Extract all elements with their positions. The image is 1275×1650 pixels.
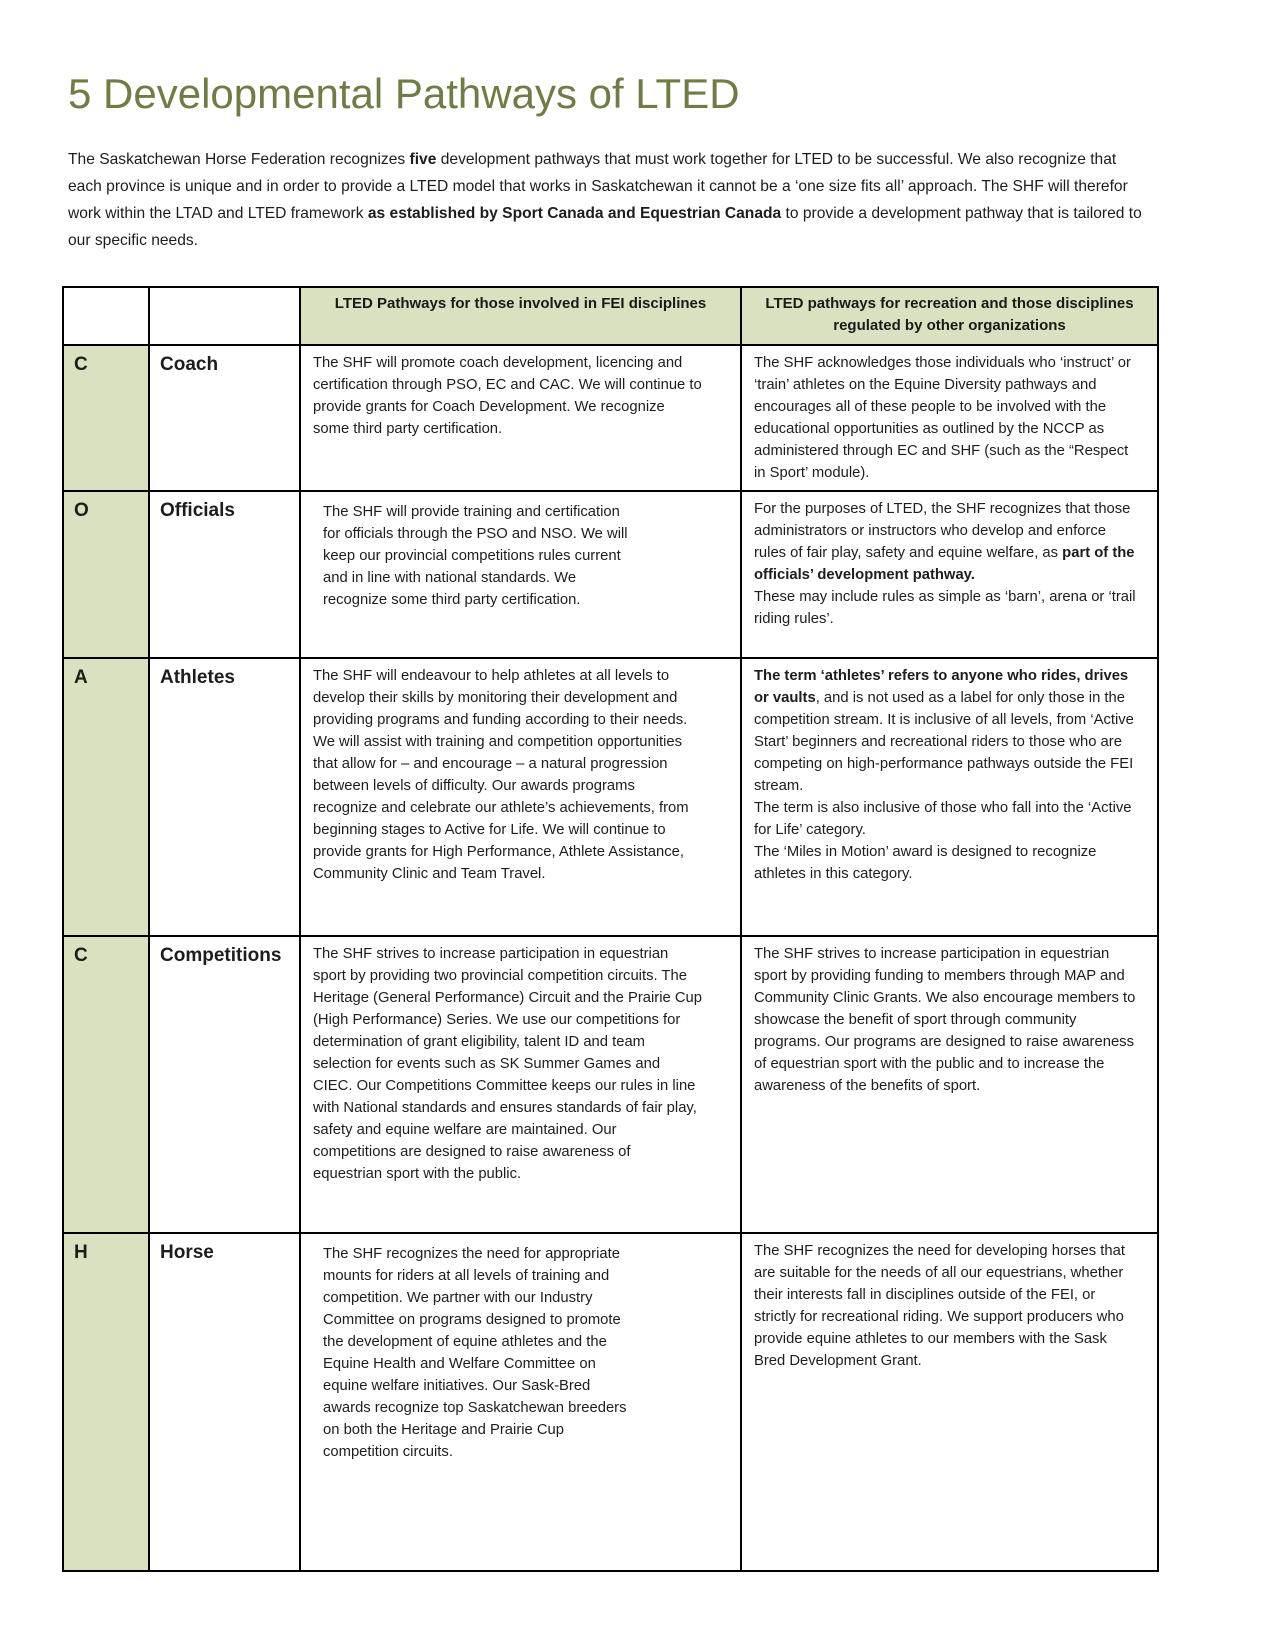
fei-pathway-cell: The SHF will provide training and certification for officials through the PSO and NSO. We will keep our provincial competitions rules current and in line with national standards. We recognize some third party certification.	[300, 491, 741, 658]
fei-pathway-cell: The SHF will promote coach development, licencing and certification through PSO, EC and CAC. We will continue to provide grants for Coach Development. We recognize some third party certification.	[300, 345, 741, 491]
column-header-fei: LTED Pathways for those involved in FEI disciplines	[300, 287, 741, 345]
column-header-recreation: LTED pathways for recreation and those disciplines regulated by other organizations	[741, 287, 1158, 345]
table-row	[63, 658, 1158, 936]
row-letter-cell: C	[63, 936, 149, 1233]
row-name-cell: Horse	[149, 1233, 300, 1571]
recreation-pathway-cell: The term ‘athletes’ refers to anyone who rides, drives or vaults, and is not used as a label for only those in the competition stream. It is inclusive of all levels, from ‘Active Start’ beginners and recreational riders to those who are competing on high-performance pathways outside the FEI stream. The term is also inclusive of those who fall into the ‘Active for Life’ category. The ‘Miles in Motion’ award is designed to recognize athletes in this category.	[741, 658, 1158, 936]
table-row	[63, 936, 1158, 1233]
intro-paragraph: The Saskatchewan Horse Federation recognizes five development pathways that must work together for LTED to be successful. We also recognize that each province is unique and in order to provide a LTED model that works in Saskatchewan it cannot be a ‘one size fits all’ approach. The SHF will therefor work within the LTAD and LTED framework as established by Sport Canada and Equestrian Canada to provide a development pathway that is tailored to our specific needs.	[68, 151, 1142, 249]
page-title: 5 Developmental Pathways of LTED	[68, 70, 740, 117]
row-letter-cell: A	[63, 658, 149, 936]
row-letter-cell: C	[63, 345, 149, 491]
header-name-cell	[149, 287, 300, 345]
row-name-cell: Officials	[149, 491, 300, 658]
table-row	[63, 491, 1158, 658]
recreation-pathway-cell: The SHF recognizes the need for developing horses that are suitable for the needs of all our equestrians, whether their interests fall in disciplines outside of the FEI, or strictly for recreational riding. We support producers who provide equine athletes to our members with the Sask Bred Development Grant.	[741, 1233, 1158, 1571]
recreation-pathway-cell: For the purposes of LTED, the SHF recognizes that those administrators or instructors who develop and enforce rules of fair play, safety and equine welfare, as part of the officials’ development pathway. These may include rules as simple as ‘barn’, arena or ‘trail riding rules’.	[741, 491, 1158, 658]
table-row	[63, 1233, 1158, 1571]
row-letter-cell: O	[63, 491, 149, 658]
fei-pathway-cell: The SHF will endeavour to help athletes at all levels to develop their skills by monitoring their development and providing programs and funding according to their needs. We will assist with training and competition opportunities that allow for – and encourage – a natural progression between levels of difficulty. Our awards programs recognize and celebrate our athlete’s achievements, from beginning stages to Active for Life. We will continue to provide grants for High Performance, Athlete Assistance, Community Clinic and Team Travel.	[300, 658, 741, 936]
row-name-cell: Coach	[149, 345, 300, 491]
row-name-cell: Competitions	[149, 936, 300, 1233]
recreation-pathway-cell: The SHF strives to increase participation in equestrian sport by providing funding to members through MAP and Community Clinic Grants. We also encourage members to showcase the benefit of sport through community programs. Our programs are designed to raise awareness of equestrian sport with the public and to increase the awareness of the benefits of sport.	[741, 936, 1158, 1233]
fei-pathway-cell: The SHF recognizes the need for appropriate mounts for riders at all levels of training and competition. We partner with our Industry Committee on programs designed to promote the development of equine athletes and the Equine Health and Welfare Committee on equine welfare initiatives. Our Sask-Bred awards recognize top Saskatchewan breeders on both the Heritage and Prairie Cup competition circuits.	[300, 1233, 741, 1571]
row-name-cell: Athletes	[149, 658, 300, 936]
recreation-pathway-cell: The SHF acknowledges those individuals who ‘instruct’ or ‘train’ athletes on the Equine Diversity pathways and encourages all of these people to be involved with the educational opportunities as outlined by the NCCP as administered through EC and SHF (such as the “Respect in Sport’ module).	[741, 345, 1158, 491]
header-row	[63, 287, 1158, 345]
table-row	[63, 345, 1158, 491]
header-letter-cell	[63, 287, 149, 345]
row-letter-cell: H	[63, 1233, 149, 1571]
pathways-table	[62, 286, 1159, 1572]
fei-pathway-cell: The SHF strives to increase participation in equestrian sport by providing two provincial competition circuits. The Heritage (General Performance) Circuit and the Prairie Cup (High Performance) Series. We use our competitions for determination of grant eligibility, talent ID and team selection for events such as SK Summer Games and CIEC. Our Competitions Committee keeps our rules in line with National standards and ensures standards of fair play, safety and equine welfare are maintained. Our competitions are designed to raise awareness of equestrian sport with the public.	[300, 936, 741, 1233]
